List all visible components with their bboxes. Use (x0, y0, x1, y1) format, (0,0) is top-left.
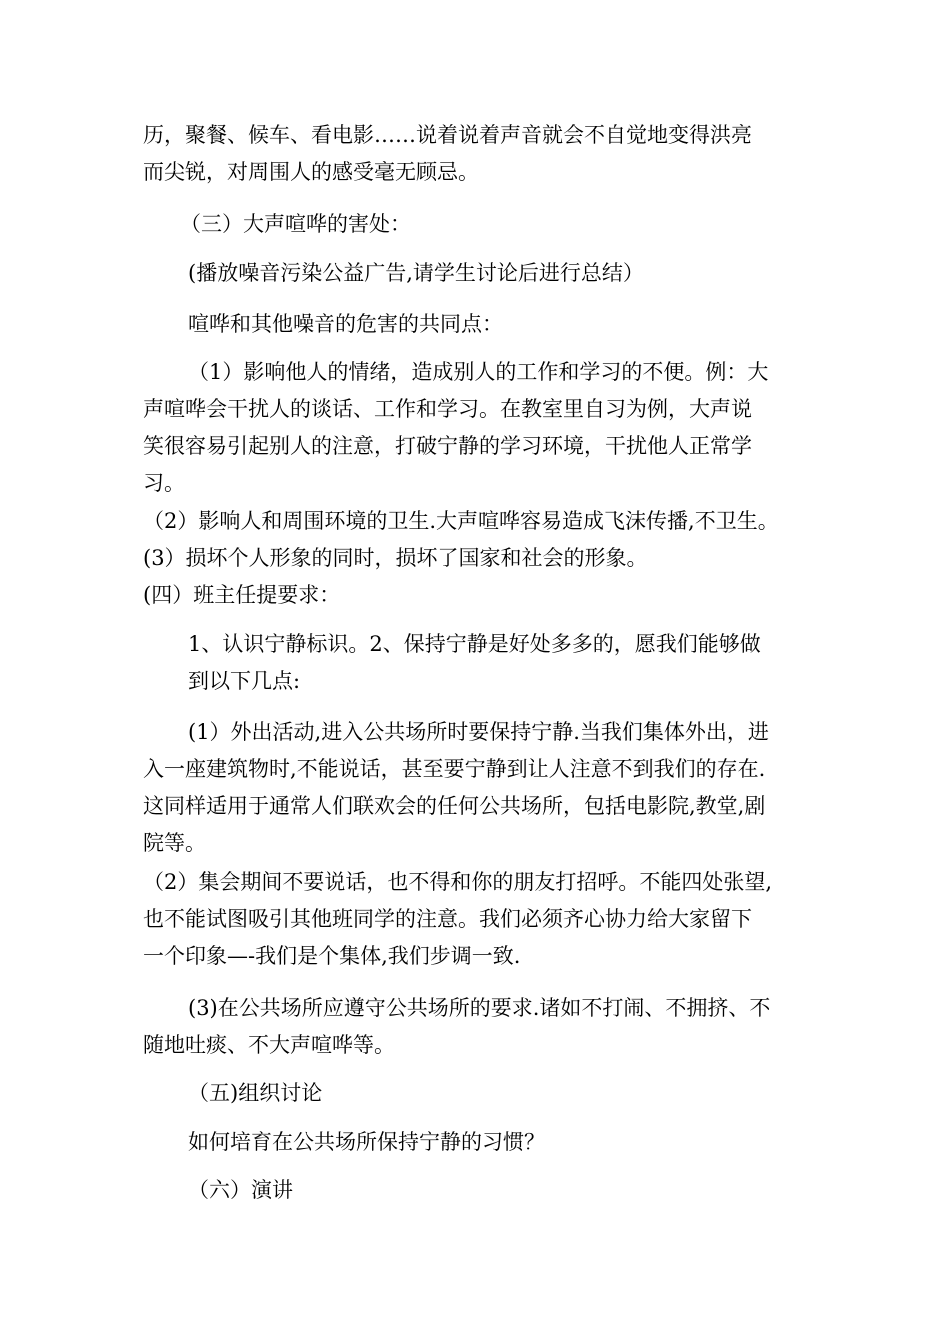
text-line: 声喧哗会干扰人的谈话、工作和学习。在教室里自习为例，大声说 (143, 397, 752, 421)
heading-text: （六）演讲 (188, 1178, 293, 1202)
text-line: 1、认识宁静标识。2、保持宁静是好处多多的，愿我们能够做 (188, 632, 761, 656)
heading-text: （三）大声喧哗的害处： (180, 212, 411, 236)
list-item-1 (0, 354, 950, 502)
heading-text: (四）班主任提要求： (143, 583, 341, 607)
text-line: 喧哗和其他噪音的危害的共同点： (188, 312, 503, 336)
paragraph-requirements (0, 626, 950, 700)
heading-text: （五)组织讨论 (188, 1081, 323, 1105)
text-line: 一个印象—-我们是个集体,我们步调一致. (143, 944, 521, 968)
requirement-item-1 (0, 714, 950, 862)
paragraph-common-points (0, 306, 950, 343)
text-line: （1）影响他人的情绪，造成别人的工作和学习的不便。例：大 (188, 360, 769, 384)
text-line: 到以下几点: (188, 669, 301, 693)
text-line: 历，聚餐、候车、看电影……说着说着声音就会不自觉地变得洪亮 (143, 123, 752, 147)
text-line: 院等。 (143, 831, 206, 855)
text-line: (3)在公共场所应遵守公共场所的要求.诸如不打闹、不拥挤、不 (188, 996, 771, 1020)
text-line: 随地吐痰、不大声喧哗等。 (143, 1033, 395, 1057)
text-line: 这同样适用于通常人们联欢会的任何公共场所，包括电影院,教堂,剧 (143, 794, 766, 818)
section-heading-6 (0, 1172, 950, 1209)
text-line: 笑很容易引起别人的注意，打破宁静的学习环境，干扰他人正常学 (143, 434, 752, 458)
list-item-2 (0, 503, 950, 540)
requirement-item-2 (0, 864, 950, 975)
section-heading-5 (0, 1075, 950, 1112)
text-line: （2）集会期间不要说话，也不得和你的朋友打招呼。不能四处张望, (143, 870, 773, 894)
text-line: 习。 (143, 471, 185, 495)
text-line: (1）外出活动,进入公共场所时要保持宁静.当我们集体外出，进 (188, 720, 769, 744)
text-line: 也不能试图吸引其他班同学的注意。我们必须齐心协力给大家留下 (143, 907, 752, 931)
requirement-item-3 (0, 990, 950, 1064)
text-line: (3）损坏个人形象的同时，损坏了国家和社会的形象。 (143, 546, 648, 570)
text-line: 如何培育在公共场所保持宁静的习惯？ (188, 1130, 545, 1154)
paragraph-continuation (0, 117, 950, 191)
text-line: (播放噪音污染公益广告,请学生讨论后进行总结） (188, 261, 644, 285)
section-heading-3 (0, 206, 950, 243)
text-line: 入一座建筑物时,不能说话，甚至要宁静到让人注意不到我们的存在. (143, 757, 766, 781)
paragraph-instruction (0, 255, 950, 292)
text-line: 而尖锐，对周围人的感受毫无顾忌。 (143, 160, 479, 184)
text-line: （2）影响人和周围环境的卫生.大声喧哗容易造成飞沫传播,不卫生。 (143, 509, 779, 533)
section-heading-4 (0, 577, 950, 614)
discussion-question (0, 1124, 950, 1161)
list-item-3 (0, 540, 950, 577)
